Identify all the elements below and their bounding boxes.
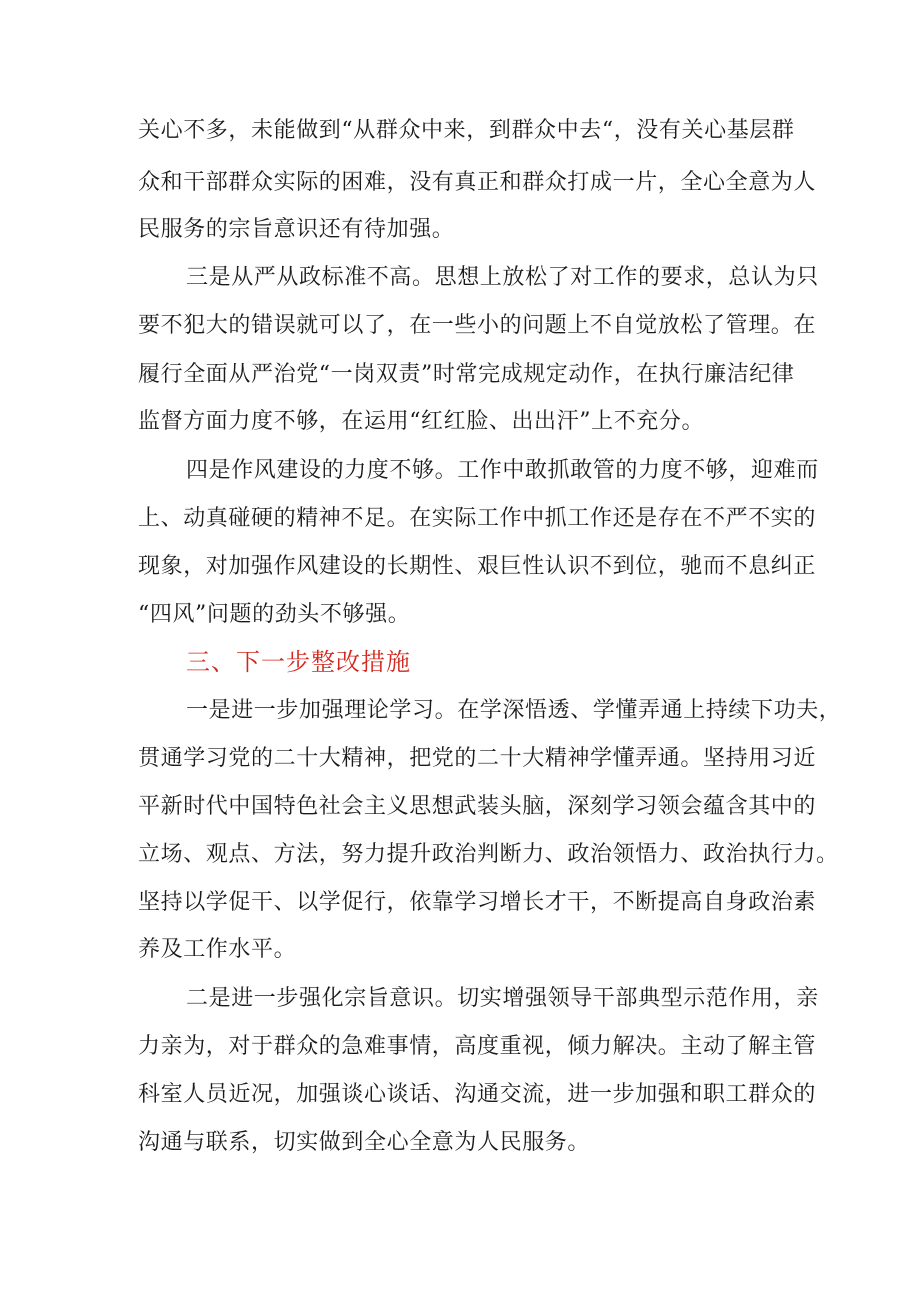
paragraph-line: 要不犯大的错误就可以了，在一些小的问题上不自觉放松了管理。在 [138,313,817,338]
paragraph-line: “四风”问题的劲头不够强。 [138,602,411,627]
paragraph-line: 一是进一步加强理论学习。在学深悟透、学懂弄通上持续下功夫， [186,698,842,723]
paragraph-line: 民服务的宗旨意识还有待加强。 [138,217,455,242]
paragraph-line: 平新时代中国特色社会主义思想武装头脑，深刻学习领会蕴含其中的 [138,794,817,819]
paragraph-line: 现象，对加强作风建设的长期性、艰巨性认识不到位，驰而不息纠正 [138,554,817,579]
paragraph-line: 坚持以学促干、以学促行，依靠学习增长才干，不断提高自身政治素 [138,890,817,915]
paragraph-line: 四是作风建设的力度不够。工作中敢抓敢管的力度不够，迎难而 [186,458,819,483]
paragraph-line: 监督方面力度不够，在运用“红红脸、出出汗”上不充分。 [138,409,705,434]
paragraph-line: 众和干部群众实际的困难，没有真正和群众打成一片，全心全意为人 [138,170,817,195]
paragraph-line: 三是从严从政标准不高。思想上放松了对工作的要求，总认为只 [186,265,819,290]
paragraph-line: 沟通与联系，切实做到全心全意为人民服务。 [138,1130,591,1155]
paragraph-line: 立场、观点、方法，努力提升政治判断力、政治领悟力、政治执行力。 [138,842,839,867]
paragraph-line: 二是进一步强化宗旨意识。切实增强领导干部典型示范作用，亲 [186,986,819,1011]
section-heading: 三、下一步整改措施 [186,648,411,676]
paragraph-line: 履行全面从严治党“一岗双责”时常完成规定动作，在执行廉洁纪律 [138,362,795,387]
paragraph-line: 关心不多，未能做到“从群众中来，到群众中去“，没有关心基层群 [138,118,795,143]
paragraph-line: 科室人员近况，加强谈心谈话、沟通交流，进一步加强和职工群众的 [138,1082,817,1107]
paragraph-line: 养及工作水平。 [138,937,297,962]
paragraph-line: 力亲为，对于群众的急难事情，高度重视，倾力解决。主动了解主管 [138,1034,817,1059]
paragraph-line: 贯通学习党的二十大精神，把党的二十大精神学懂弄通。坚持用习近 [138,746,817,771]
paragraph-line: 上、动真碰硬的精神不足。在实际工作中抓工作还是存在不严不实的 [138,506,817,531]
